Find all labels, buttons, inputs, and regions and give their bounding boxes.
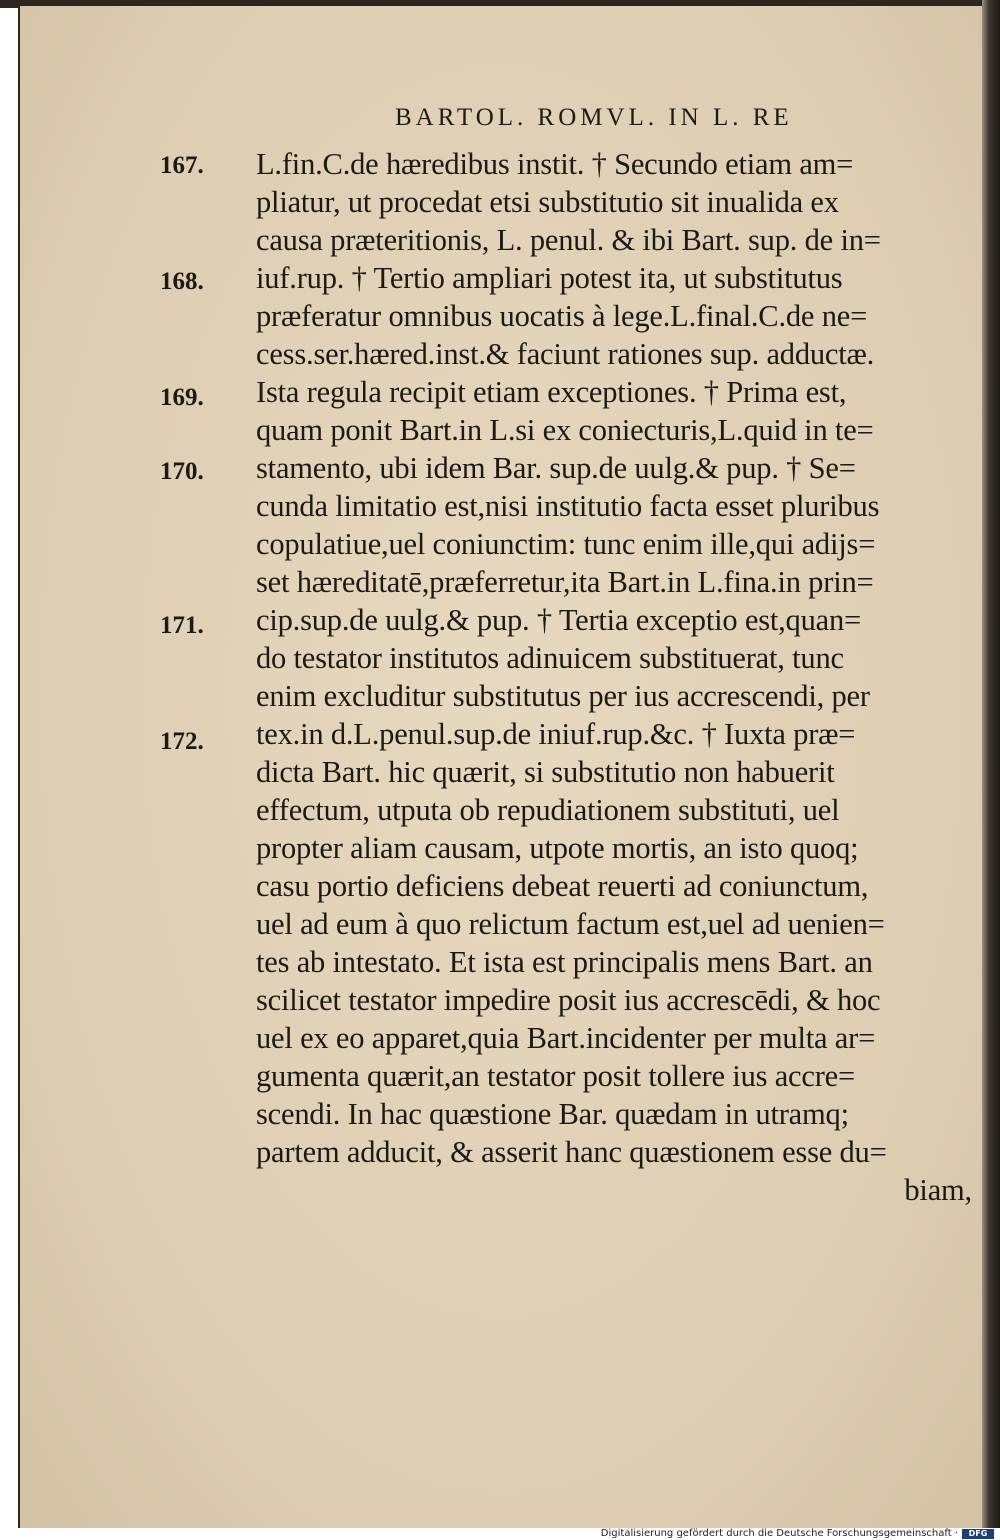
text-line: set hæreditatē,præferretur,ita Bart.in L.fina.in prin= [256,565,874,599]
dfg-logo: DFG [962,1529,994,1539]
text-line: dicta Bart. hic quærit, si substitutio non habuerit [256,755,835,789]
running-head: BARTOL. ROMVL. IN L. RE [395,104,793,131]
margin-number: 168. [160,268,204,295]
digitization-credit: Digitalisierung gefördert durch die Deutsche Forschungsgemeinschaft · [600,1528,958,1539]
text-line: propter aliam causam, utpote mortis, an isto quoq; [256,831,859,865]
text-line: præferatur omnibus uocatis à lege.L.final.C.de ne= [256,299,868,333]
text-line: uel ex eo apparet,quia Bart.incidenter per multa ar= [256,1021,876,1055]
text-line: iuf.rup. † Tertio ampliari potest ita, ut substitutus [256,261,843,295]
text-line: cunda limitatio est,nisi institutio facta esset pluribus [256,489,880,523]
text-line: enim excluditur substitutus per ius accrescendi, per [256,679,870,713]
margin-number: 170. [160,458,204,485]
text-line: quam ponit Bart.in L.si ex coniecturis,L.quid in te= [256,413,874,447]
text-line: casu portio deficiens debeat reuerti ad coniunctum, [256,869,869,903]
text-line: effectum, utputa ob repudiationem substituti, uel [256,793,840,827]
margin-number: 172. [160,728,204,755]
text-line: pliatur, ut procedat etsi substitutio sit inualida ex [256,185,839,219]
text-line: L.fin.C.de hæredibus instit. † Secundo etiam am= [256,147,854,181]
text-line: do testator institutos adinuicem substituerat, tunc [256,641,844,675]
book-page-edge [982,0,1000,1528]
text-line: cip.sup.de uulg.& pup. † Tertia exceptio est,quan= [256,603,862,637]
text-line: scilicet testator impedire posit ius accrescēdi, & hoc [256,983,881,1017]
text-line: stamento, ubi idem Bar. sup.de uulg.& pup. † Se= [256,451,856,485]
margin-number: 171. [160,612,204,639]
margin-number: 169. [160,384,204,411]
text-line: causa præteritionis, L. penul. & ibi Bart. sup. de in= [256,223,881,257]
text-line: copulatiue,uel coniunctim: tunc enim ille,qui adijs= [256,527,876,561]
text-line: tex.in d.L.penul.sup.de iniuf.rup.&c. † Iuxta præ= [256,717,856,751]
margin-number: 167. [160,152,204,179]
text-line: cess.ser.hæred.inst.& faciunt rationes sup. adductæ. [256,337,875,371]
text-line: gumenta quærit,an testator posit tollere ius accre= [256,1059,856,1093]
text-line: partem adducit, & asserit hanc quæstionem esse du= [256,1135,887,1169]
text-line: uel ad eum à quo relictum factum est,uel ad uenien= [256,907,885,941]
text-line: tes ab intestato. Et ista est principalis mens Bart. an [256,945,873,979]
catchword: biam, [904,1173,972,1207]
text-line: Ista regula recipit etiam exceptiones. † Prima est, [256,375,847,409]
text-line: scendi. In hac quæstione Bar. quædam in utramq; [256,1097,849,1131]
